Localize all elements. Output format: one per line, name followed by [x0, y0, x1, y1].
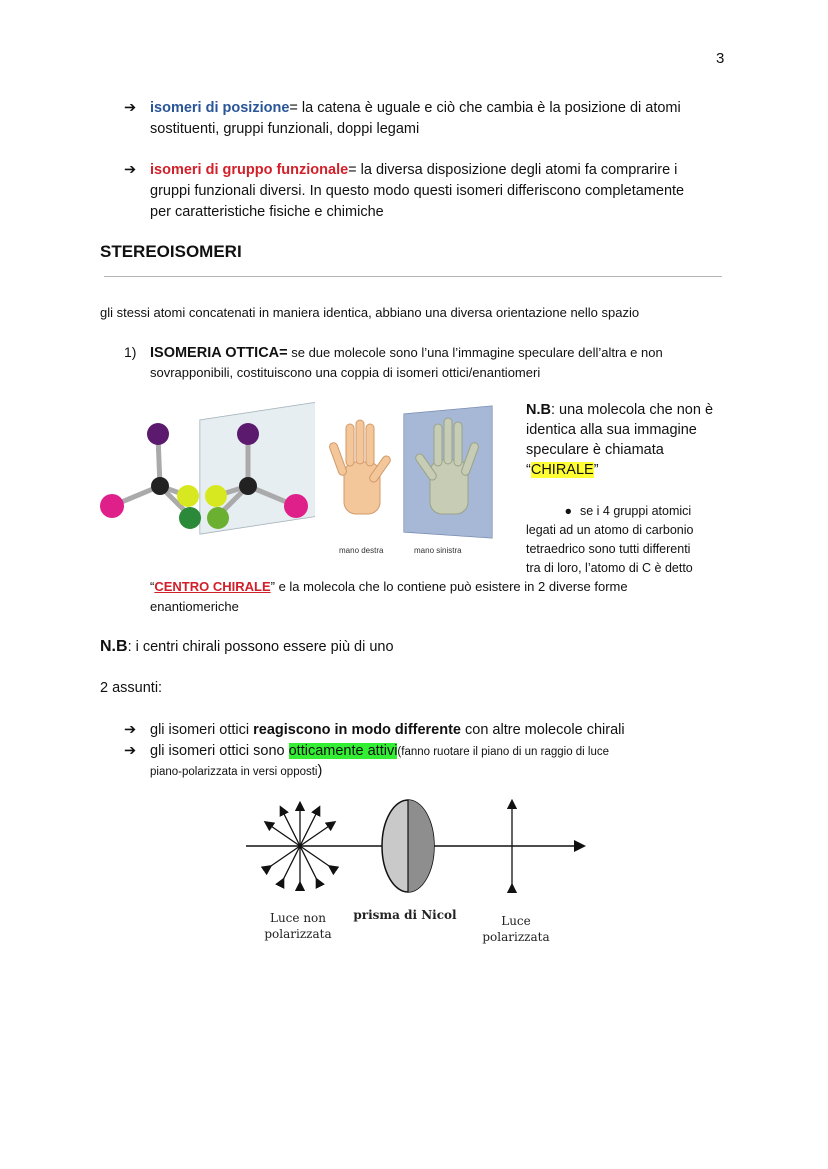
- list-number: 1): [124, 344, 137, 360]
- label-mano-sinistra: mano sinistra: [414, 546, 462, 555]
- arrow-icon: ➔: [124, 722, 137, 738]
- centro-chirale-text: “CENTRO CHIRALE” e la molecola che lo contiene può esistere in 2 diverse forme enantiomeriche: [150, 579, 628, 614]
- isomeria-ottica-title: ISOMERIA OTTICA=: [150, 345, 288, 361]
- term-centro-chirale: CENTRO CHIRALE: [154, 579, 271, 594]
- label-mano-destra: mano destra: [339, 546, 384, 555]
- atom-magenta: [100, 494, 124, 518]
- term-isomeri-posizione: isomeri di posizione: [150, 100, 290, 116]
- intro-text: gli stessi atomi concatenati in maniera identica, abbiano una diversa orientazione nello spazio: [100, 305, 640, 320]
- section-heading: STEREOISOMERI: [100, 242, 242, 261]
- nb-centri-chirali: N.B: i centri chirali possono essere più di uno: [100, 638, 394, 655]
- nicol-prism-icon: [382, 800, 434, 892]
- arrow-icon: ➔: [124, 100, 137, 116]
- bullet-dot-icon: ●: [564, 504, 572, 518]
- atom-carbon: [151, 477, 169, 495]
- label-prisma-di-nicol: prisma di Nicol: [353, 908, 457, 922]
- nb-chirale-note: N.B: una molecola che non è identica alla sua immagine speculare è chiamata “CHIRALE”: [526, 402, 714, 478]
- atom-yellow: [177, 485, 199, 507]
- assunti-heading: 2 assunti:: [100, 680, 163, 696]
- right-hand: [328, 420, 391, 514]
- term-isomeri-gruppo-funzionale: isomeri di gruppo funzionale: [150, 162, 349, 178]
- term-otticamente-attivi: otticamente attivi: [288, 743, 398, 759]
- page-number: 3: [716, 50, 725, 67]
- divider: [104, 276, 722, 277]
- polarization-diagram: [244, 796, 588, 900]
- label-luce-non-polarizzata: Luce non polarizzata: [264, 911, 332, 941]
- atom-purple: [147, 423, 169, 445]
- arrow-icon: ➔: [124, 162, 137, 178]
- side-bullet-centro-chirale: ● se i 4 gruppi atomici legati ad un atomo di carbonio tetraedrico sono tutti differenti tra di loro, l’atomo di C è detto: [526, 504, 694, 575]
- label-luce-polarizzata: Luce polarizzata: [482, 914, 550, 944]
- atom-green: [179, 507, 201, 529]
- chiral-molecule-image: [100, 398, 315, 538]
- hands-mirror-image: [326, 402, 496, 540]
- arrow-icon: ➔: [124, 743, 137, 759]
- term-chirale: CHIRALE: [530, 462, 594, 478]
